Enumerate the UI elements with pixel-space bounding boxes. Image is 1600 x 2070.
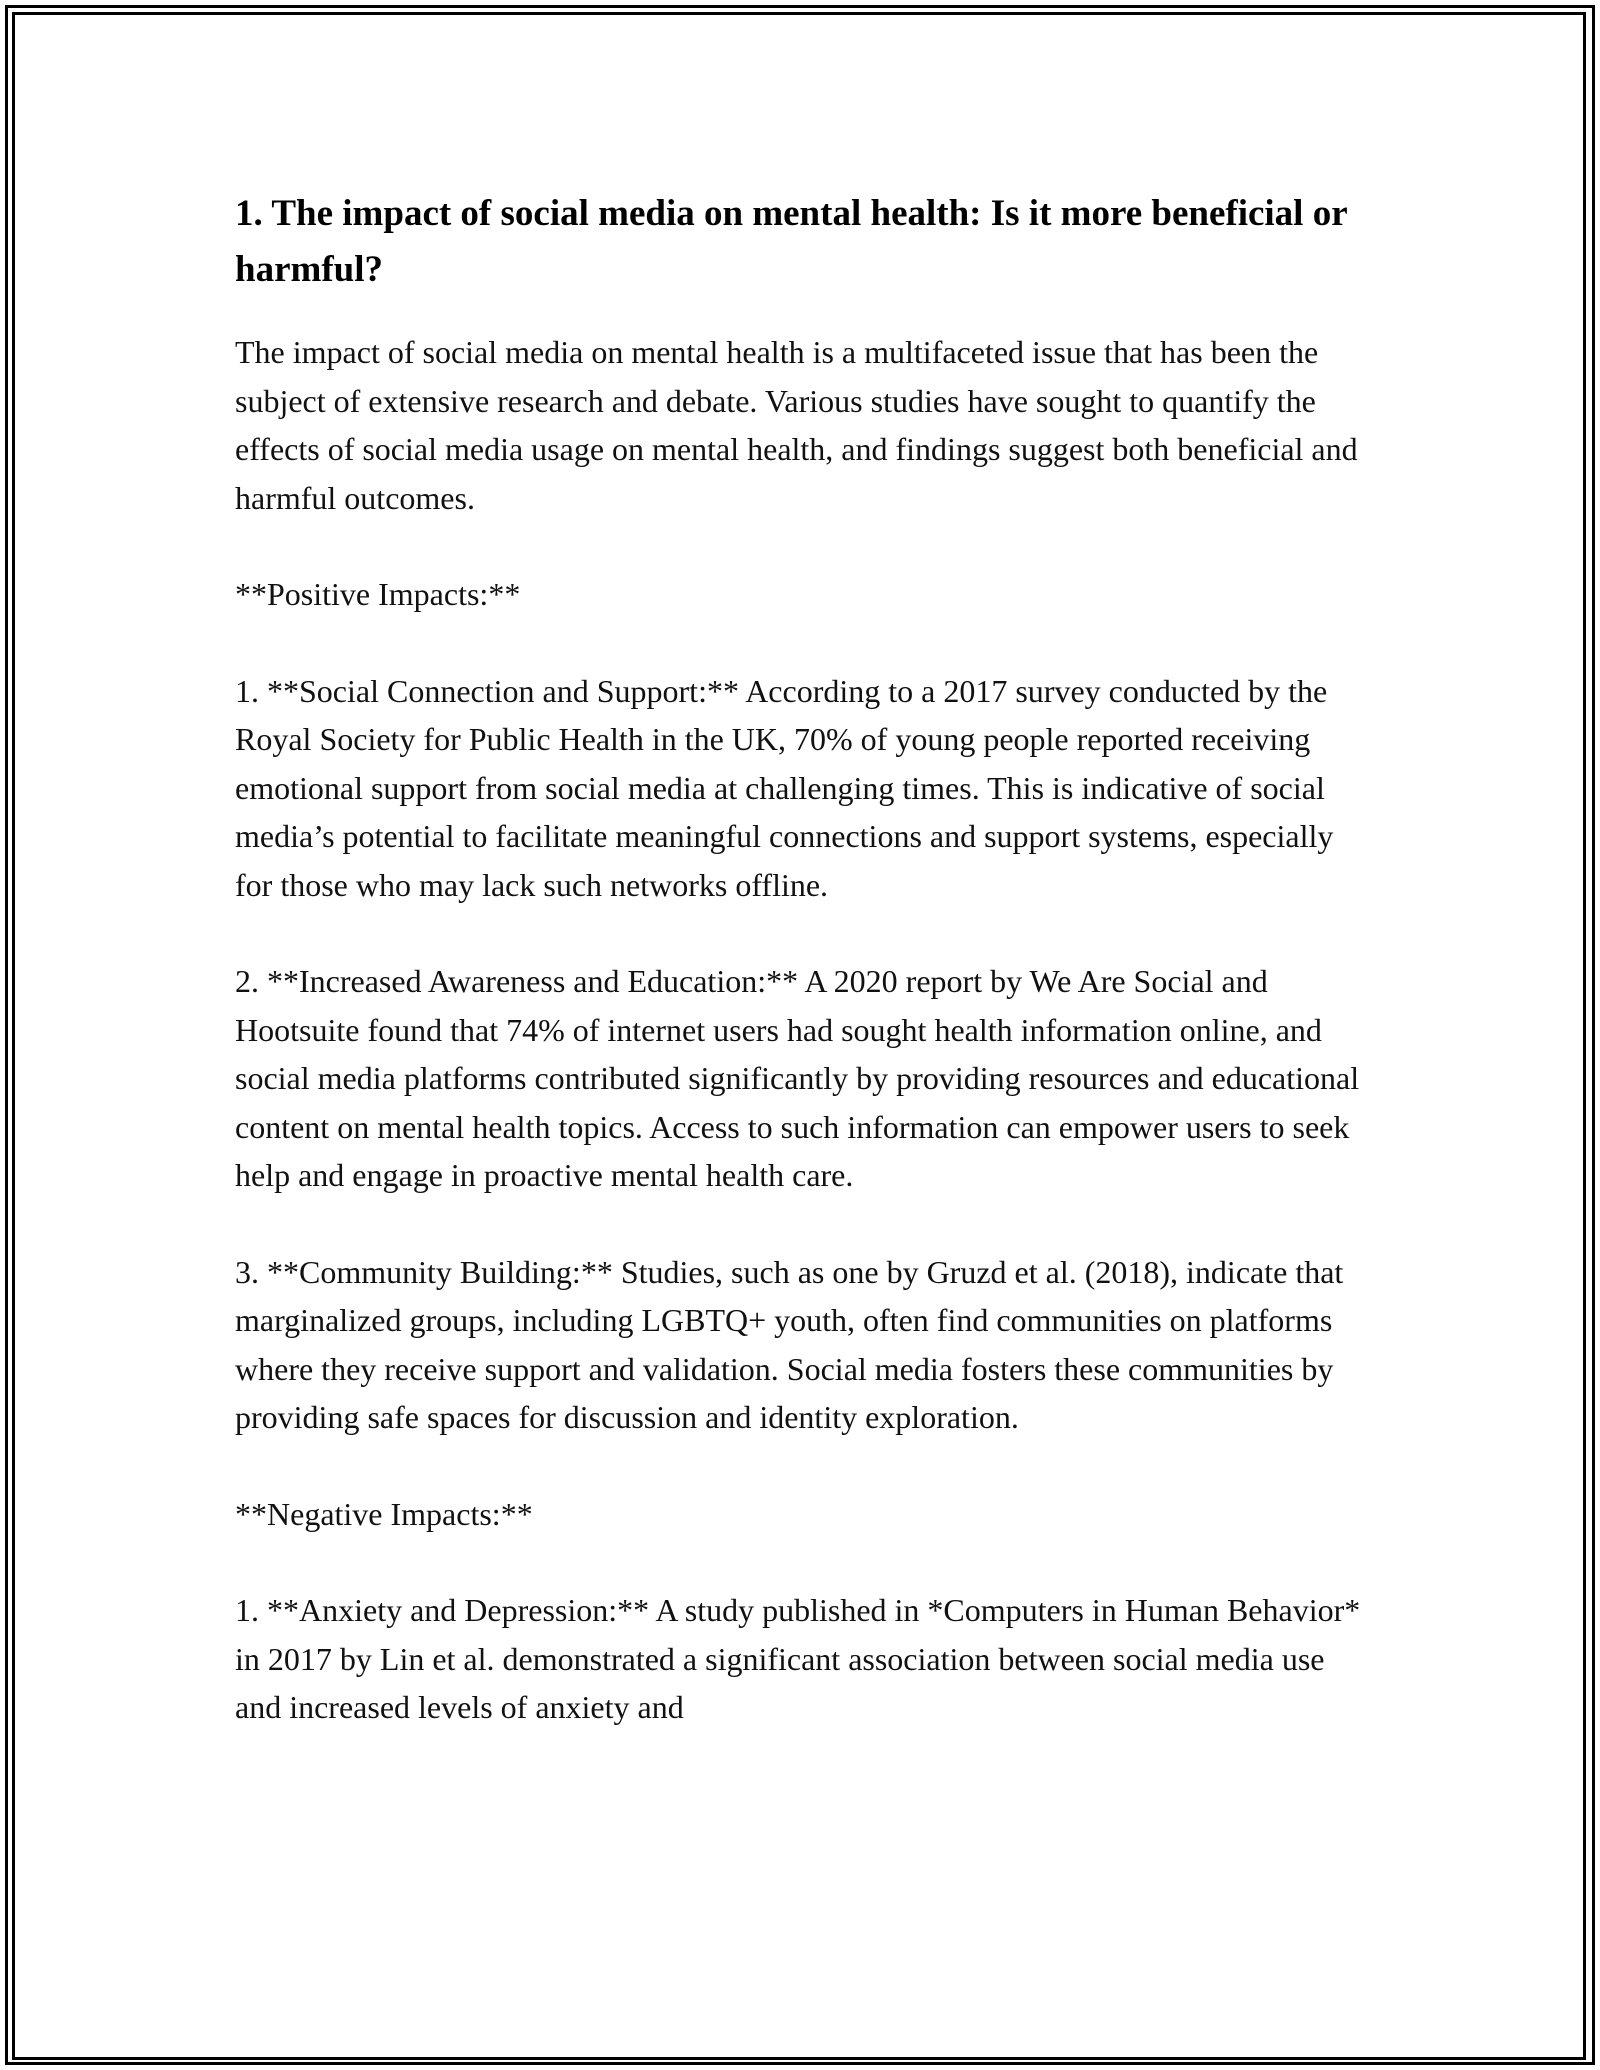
- positive-item-social-connection: 1. **Social Connection and Support:** According to a 2017 survey conducted by the Royal Society for Public Health in the UK, 70% of young people reported receiving emotional support from social media at challenging times. This is indicative of social media’s potential to facilitate meaningful connections and support systems, especially for those who may lack such networks offline.: [235, 672, 1334, 903]
- negative-impacts-heading: **Negative Impacts:**: [235, 1495, 533, 1532]
- document-title: 1. The impact of social media on mental health: Is it more beneficial or harmful?: [235, 193, 1347, 290]
- document-body: [235, 186, 1375, 1780]
- positive-impacts-heading: **Positive Impacts:**: [235, 576, 521, 612]
- intro-paragraph: The impact of social media on mental health is a multifaceted issue that has been the subject of extensive research and debate. Various studies have sought to quantify the effects of social media usage on mental health, and findings suggest both beneficial and harmful outcomes.: [235, 334, 1358, 516]
- positive-item-community-building: 3. **Community Building:** Studies, such as one by Gruzd et al. (2018), indicate that marginalized groups, including LGBTQ+ youth, often find communities on platforms where they receive support and validation. Social media fosters these communities by providing safe spaces for discussion and identity exploration.: [235, 1253, 1344, 1435]
- negative-item-anxiety-depression: 1. **Anxiety and Depression:** A study published in *Computers in Human Behavior* in 2017 by Lin et al. demonstrated a significant association between social media use and increased levels of anxiety and: [235, 1592, 1361, 1725]
- positive-item-awareness-education: 2. **Increased Awareness and Education:** A 2020 report by We Are Social and Hootsuite found that 74% of internet users had sought health information online, and social media platforms contributed significantly by providing resources and educational content on mental health topics. Access to such information can empower users to seek help and engage in proactive mental health care.: [235, 963, 1360, 1193]
